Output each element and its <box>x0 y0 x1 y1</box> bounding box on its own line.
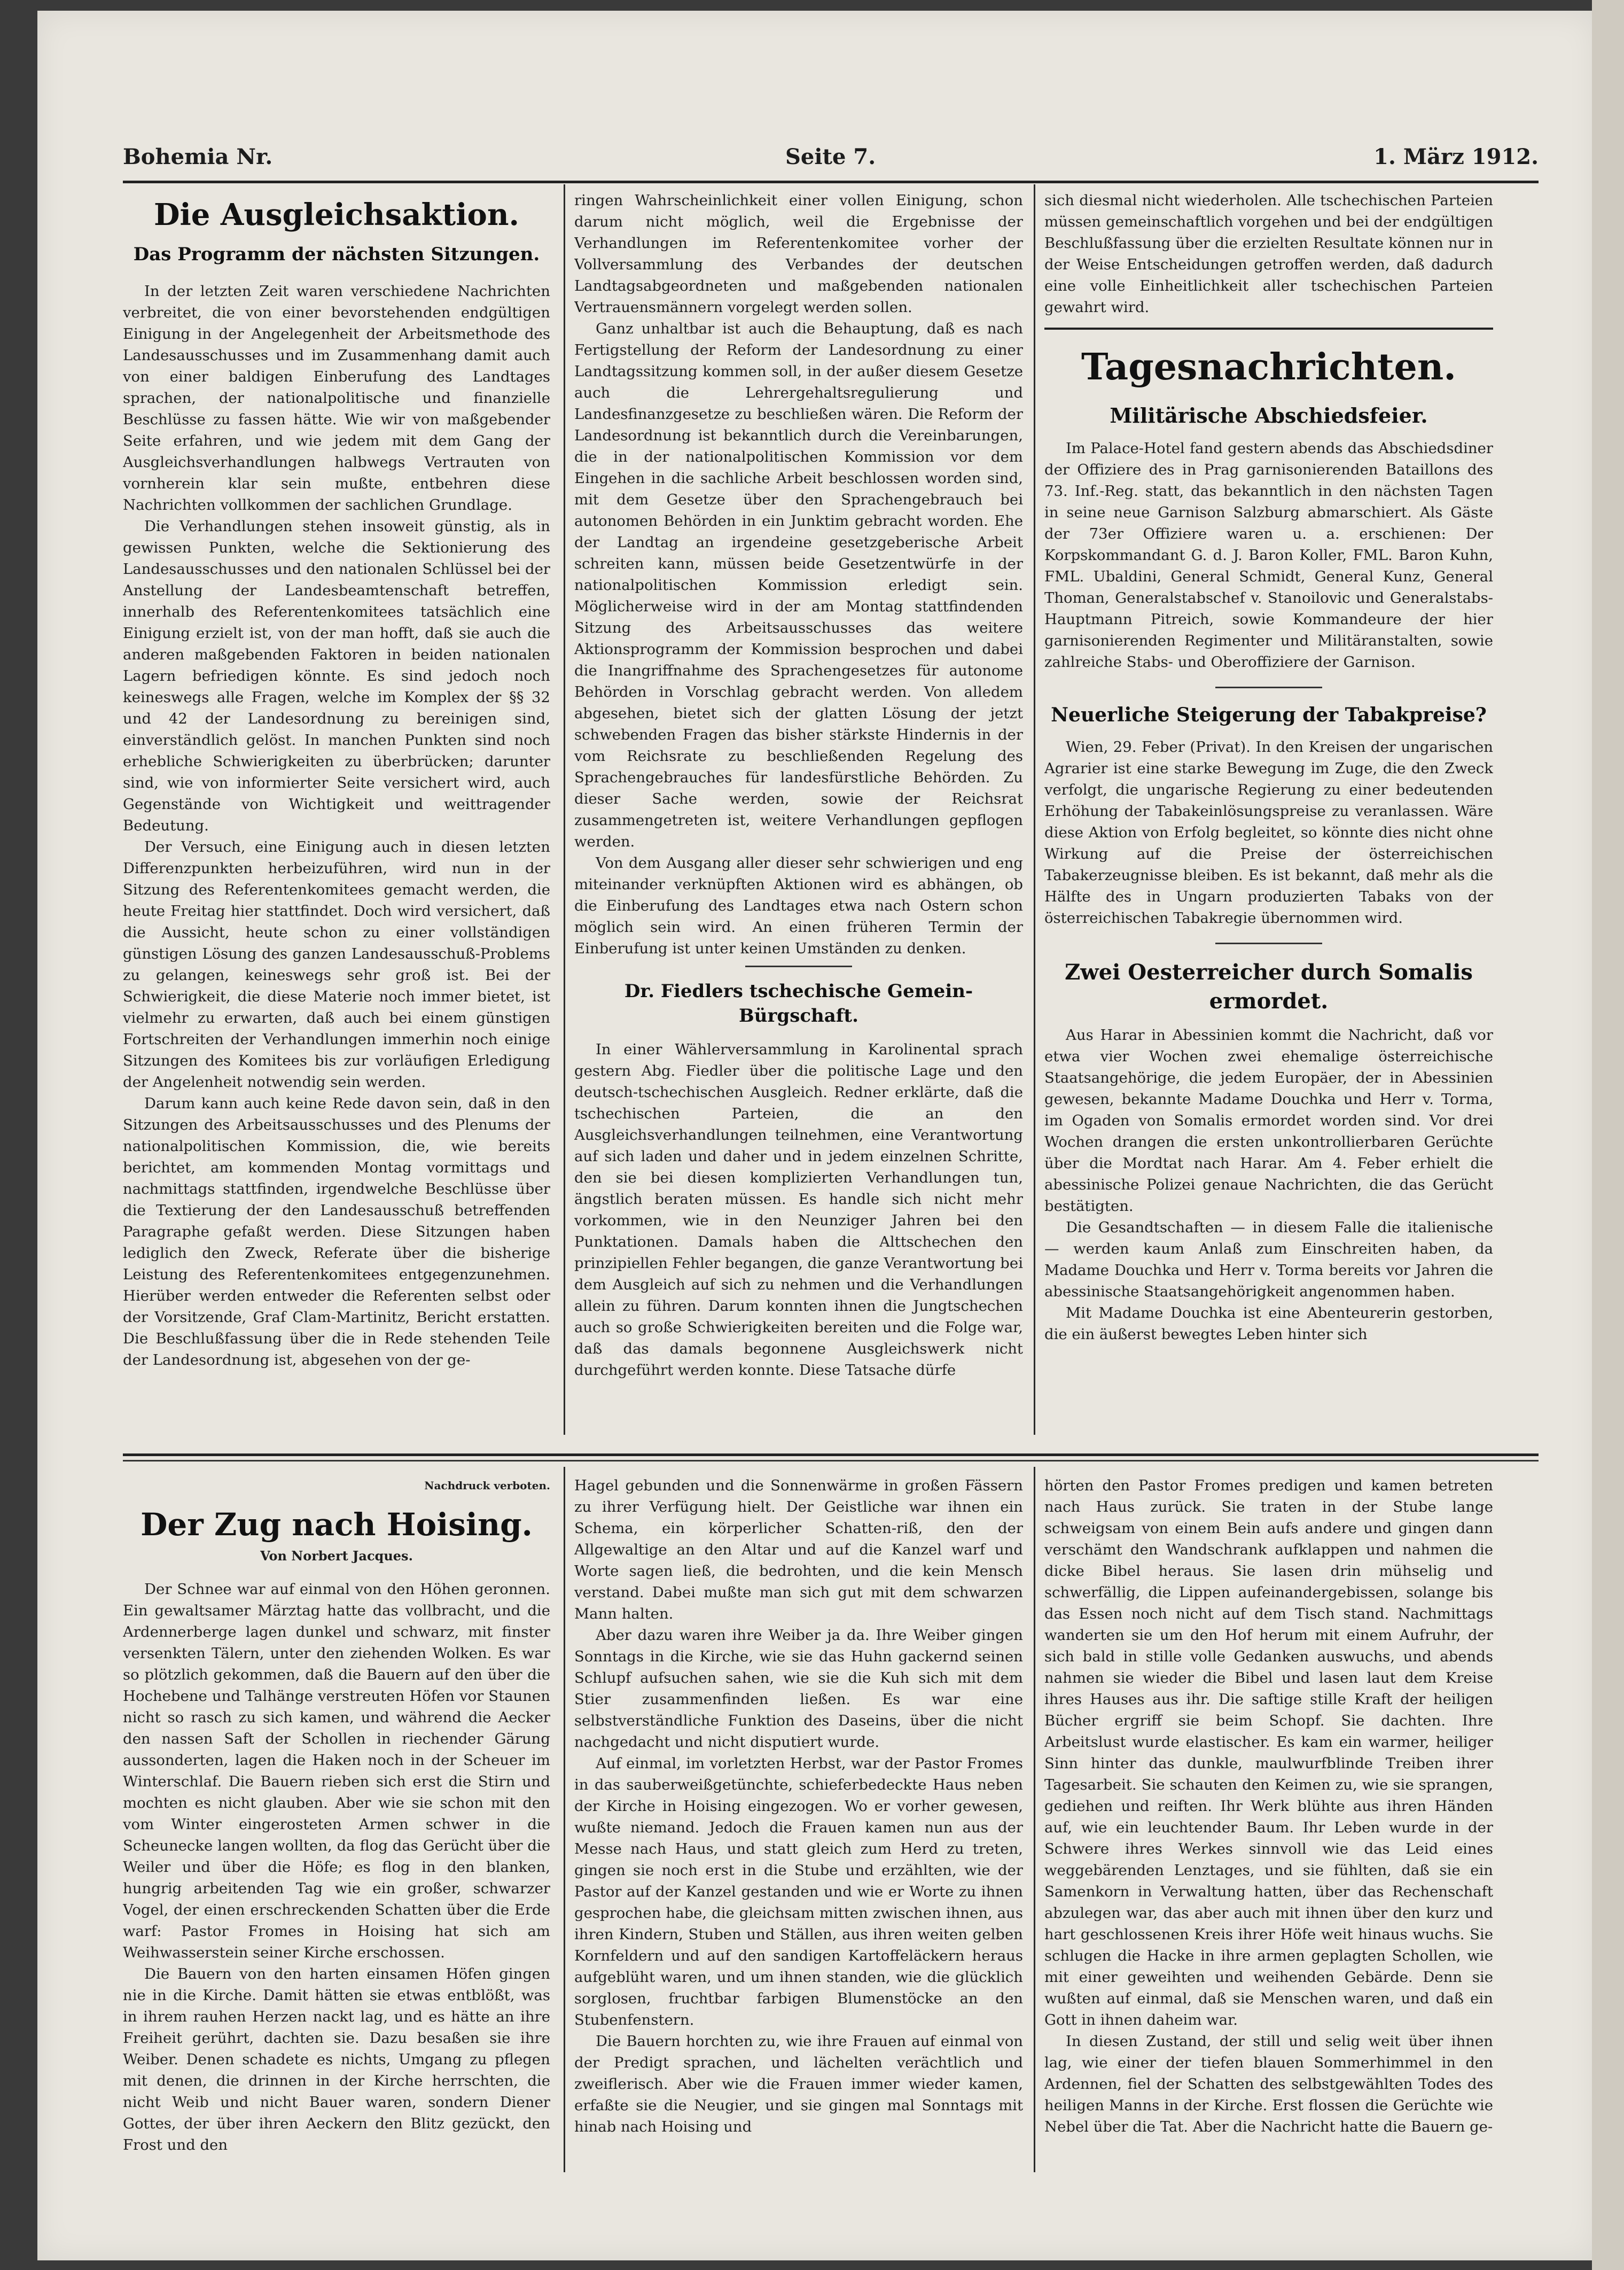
paragraph: Wien, 29. Feber (Privat). In den Kreisen der ungarischen Agrarier ist eine starke Bewegung im Zuge, die den Zweck verfolgt, die ungarische Regierung zu einer bedeutenden Erhöhung der Tabakeinlösungspreise zu veranlassen. Wäre diese Aktion von Erfolg begleitet, so könnte dies nicht ohne Wirkung auf die Preise der österreichischen Tabakerzeugnisse bleiben. Es ist bekannt, daß mehr als die Hälfte des in Ungarn produzierten Tabaks von der österreichischen Tabakregie übernommen wird. <box>1044 738 1493 927</box>
news-title-abschiedsfeier: Militärische Abschiedsfeier. <box>1110 403 1428 427</box>
header-date: 1. März 1912. <box>1373 144 1539 169</box>
newspaper-page <box>37 11 1597 2260</box>
paragraph: Auf einmal, im vorletzten Herbst, war der Pastor Fromes in das sauberweißgetünchte, schieferbedeckte Haus neben der Kirche in Hoising eingezogen. Wo er vorher gewesen, wußte niemand. Jedoch die Frauen kamen nun aus der Messe nach Haus, und statt gleich zum Herd zu treten, gingen sie noch erst in die Stube und erzählten, wie der Pastor auf der Kanzel gestanden und wie er Worte zu ihnen gesprochen habe, die gleichsam mitten zwischen ihnen, aus ihren Kindern, Stuben und Ställen, aus ihren weiten gelben Kornfeldern und auf den sandigen Kartoffeläckern heraus aufgeblüht waren, und um ihnen standen, wie die glücklich sorglosen, fruchtbar farbigen Blumenstöcke an den Stubenfenstern. <box>574 1755 1023 2028</box>
paragraph: Die Verhandlungen stehen insoweit günstig, als in gewissen Punkten, welche die Sektionierung des Landesausschusses und den nationalen Schlüssel bei der Anstellung der Landesbeamtenschaft betreffen, innerhalb des Referentenkomitees tatsächlich eine Einigung erzielt ist, von der man hofft, daß sie auch die anderen maßgebenden Faktoren in beiden nationalen Lagern befriedigen könnte. Es sind jedoch noch keineswegs alle Fragen, welche im Komplex der §§ 32 und 42 der Landesordnung zu bereinigen sind, einverständlich gelöst. In manchen Punkten sind noch erhebliche Schwierigkeiten zu überbrücken; darunter sind, wie von informierter Seite versichert wird, auch Gegenstände von Wichtigkeit und weittragender Bedeutung. <box>123 518 550 834</box>
section-divider <box>1215 943 1322 944</box>
feuilleton-author: Von Norbert Jacques. <box>260 1548 413 1564</box>
column-rule-1 <box>564 184 565 1435</box>
header-rule <box>123 181 1539 183</box>
paragraph: Im Palace-Hotel fand gestern abends das Abschiedsdiner der Offiziere des in Prag garnisonierenden Bataillons des 73. Inf.-Reg. statt, das bekanntlich in den nächsten Tagen in seine neue Garnison Salzburg abmarschiert. Als Gäste der 73er Offiziere waren u. a. erschienen: Der Korpskommandant G. d. J. Baron Koller, FML. Baron Kuhn, FML. Ubaldini, General Schmidt, General Kunz, General Thoman, Generalstabschef v. Stanoilovic und Generalstabs-Hauptmann Pitreich, sowie Kommandeure der hier garnisonierenden Regimenter und Militäranstalten, sowie zahlreiche Stabs- und Oberoffiziere der Garnison. <box>1044 440 1493 671</box>
page-edge <box>1592 0 1624 2270</box>
paragraph: hörten den Pastor Fromes predigen und kamen betreten nach Haus zurück. Sie traten in der Stube lange schweigsam von einem Bein aufs andere und gingen dann verschämt den Wandschrank aufklappen und nahmen die dicke Bibel heraus. Sie lasen drin mühselig und schwerfällig, die Lippen aufeinandergebissen, solange bis das Essen noch nicht auf dem Tisch stand. Nachmittags wanderten sie um den Hof herum mit einem Aufruhr, der sich bald in stille volle Gedanken auswuchs, und abends nahmen sie wieder die Bibel und lasen laut dem Kreise ihres Hauses aus ihr. Die saftige stille Kraft der heiligen Bücher ergriff sie beim Schopf. Sie dachten. Ihre Arbeitslust wurde elastischer. Es kam ein warmer, heiliger Sinn hinter das dunkle, maulwurfblinde Treiben ihrer Tagesarbeit. Sie schauten den Keimen zu, wie sie sprangen, gediehen und reiften. Ihr Werk blühte aus ihren Händen auf, wie ein leuchtender Baum. Ihr Leben wurde in der Schwere ihres Werkes sinnvoll wie das Leid eines weggebärenden Lenztages, und sie fühlten, daß sie ein Samenkorn in Verwaltung hatten, über das Rechenschaft abzulegen war, das aber auch mit ihnen über den kurz und hart geschlossenen Kreis ihrer Höfe weit hinaus wuchs. Sie schlugen die Hacke in ihre armen geplagten Schollen, wie mit einer geweihten und weihenden Gebärde. Denn sie wußten auf einmal, daß sie Menschen waren, und daß ein Gott in ihnen daheim war. <box>1044 1477 1493 2028</box>
header-page-number: Seite 7. <box>785 144 876 169</box>
column-rule-2 <box>1034 184 1035 1435</box>
section-divider <box>1215 687 1322 688</box>
header-issue: Bohemia Nr. <box>123 144 273 169</box>
paragraph: Aber dazu waren ihre Weiber ja da. Ihre Weiber gingen Sonntags in die Kirche, wie sie das Huhn gackernd seinen Schlupf aufsuchen sahen, wie sie die Kuh sich mit dem Stier zusammenfinden ließen. Es war eine selbstverständliche Funktion des Daseins, über die nicht nachgedacht und nicht disputiert wurde. <box>574 1627 1023 1751</box>
feuilleton-title: Der Zug nach Hoising. <box>140 1506 533 1543</box>
paragraph: ringen Wahrscheinlichkeit einer vollen Einigung, schon darum nicht möglich, weil die Ergebnisse der Verhandlungen im Referentenkomitee vorher der Vollversammlung des Verbandes der deutschen Landtagsabgeordneten und maßgebenden nationalen Vertrauensmännern vorgelegt werden sollen. <box>574 192 1023 316</box>
paragraph: Von dem Ausgang aller dieser sehr schwierigen und eng miteinander verknüpften Aktionen wird es abhängen, ob die Einberufung des Landtages etwa nach Ostern schon möglich sein wird. An einen früheren Termin der Einberufung ist unter keinen Umständen zu denken. <box>574 854 1023 957</box>
paragraph: sich diesmal nicht wiederholen. Alle tschechischen Parteien müssen gemeinschaftlich vorgehen und bei der endgültigen Beschlußfassung über die erzielten Resultate können nur in der Weise Entscheidungen getroffen werden, daß dadurch eine volle Einheitlichkeit aller tschechischen Parteien gewahrt wird. <box>1044 192 1493 316</box>
feuilleton-column-2 <box>574 1475 1023 2170</box>
article-title-fiedler: Dr. Fiedlers tschechische Gemein-Bürgschaft. <box>624 981 973 1027</box>
column-rule-lower-1 <box>564 1467 565 2172</box>
article-subtitle-programm: Das Programm der nächsten Sitzungen. <box>133 244 540 265</box>
paragraph: Mit Madame Douchka ist eine Abenteurerin gestorben, die ein äußerst bewegtes Leben hinter sich <box>1044 1304 1493 1343</box>
article-title-ausgleichsaktion: Die Ausgleichsaktion. <box>153 197 520 232</box>
reprint-note: Nachdruck verboten. <box>424 1479 550 1492</box>
paragraph: Die Bauern von den harten einsamen Höfen gingen nie in die Kirche. Damit hätten sie etwas entblößt, was in ihrem rauhen Herzen nackt lag, und es hätte an ihre Freiheit gerührt, dachten sie. Dazu besaßen sie ihre Weiber. Denen schadete es nichts, Umgang zu pflegen mit denen, die drinnen in der Kirche herrschten, die nicht Weib und nicht Bauer waren, sondern Diener Gottes, der über ihren Aeckern den Blitz gezückt, den Frost und den <box>123 1965 550 2154</box>
column-rule-lower-2 <box>1034 1467 1035 2172</box>
page-header <box>123 144 1539 176</box>
paragraph: Hagel gebunden und die Sonnenwärme in großen Fässern zu ihrer Verfügung hielt. Der Geistliche war ihnen ein Schema, ein körperlicher Schatten-riß, den der Allgewaltige an den Altar und auf die Kanzel warf und Worte sagen ließ, die bedrohten, und die kein Mensch verstand. Dabei mußte man sich gut mit dem schwarzen Mann halten. <box>574 1477 1023 1622</box>
paragraph: Ganz unhaltbar ist auch die Behauptung, daß es nach Fertigstellung der Reform der Landesordnung zu einer Landtagssitzung kommen soll, in der außer diesem Gesetze auch die Lehrergehaltsregulierung und Landesfinanzgesetze zu beschließen wären. Die Reform der Landesordnung ist bekanntlich durch die Vereinbarungen, die in der nationalpolitischen Kommission vor dem Eingehen in die sachliche Arbeit beschlossen worden sind, mit dem Gesetze über den Sprachengebrauch bei autonomen Behörden in ein Junktim gebracht worden. Ehe der Landtag an irgendeine gesetzgeberische Arbeit schreiten kann, müssen beide Gesetzentwürfe in der nationalpolitischen Kommission erledigt sein. Möglicherweise wird in der am Montag stattfindenden Sitzung des Arbeitsausschusses das weitere Aktionsprogramm der Kommission besprochen und dabei die Inangriffnahme des Sprachengesetzes für autonome Behörden in Vorschlag gebracht werden. Von alledem abgesehen, bietet sich der glatten Lösung der jetzt schwebenden Fragen das bisher stärkste Hindernis in der vom Reichsrate zu beschließenden Regelung des Sprachengebrauches für landesfürstliche Behörden. Zu dieser Sache werden, sowie der Reichsrat zusammengetreten ist, weitere Verhandlungen gepflogen werden. <box>574 320 1023 850</box>
paragraph: In diesen Zustand, der still und selig weit über ihnen lag, wie einer der tiefen blauen Sommerhimmel in den Ardennen, fiel der Schatten des selbstgewählten Todes des heiligen Manns in der Kirche. Erst flossen die Gerüchte wie Nebel über die Tat. Aber die Nachricht hatte die Bauern ge- <box>1044 2033 1493 2135</box>
paragraph: Die Gesandtschaften — in diesem Falle die italienische — werden kaum Anlaß zum Einschreiten haben, da Madame Douchka und Herr v. Torma bereits vor Jahren die abessinische Staatsangehörigkeit angenommen haben. <box>1044 1219 1493 1300</box>
feuilleton-column-1 <box>123 1475 550 2170</box>
feuilleton-rule-thin <box>123 1460 1539 1461</box>
section-rule <box>1044 328 1493 330</box>
paragraph: In der letzten Zeit waren verschiedene Nachrichten verbreitet, die von einer bevorstehenden endgültigen Einigung in der Angelegenheit der Arbeitsmethode des Landesausschusses und im Zusammenhang damit auch von einer baldigen Einberufung des Landtages sprachen, der nationalpolitische und finanzielle Beschlüsse zu fassen hätte. Wie wir von maßgebender Seite erfahren, und wie jedem mit dem Gang der Ausgleichsverhandlungen halbwegs Vertrauten von vornherein klar sein mußte, entbehren diese Nachrichten vollkommen der sachlichen Grundlage. <box>123 283 550 514</box>
section-title-tagesnachrichten: Tagesnachrichten. <box>1081 346 1456 388</box>
feuilleton-rule <box>123 1453 1539 1456</box>
paragraph: Aus Harar in Abessinien kommt die Nachricht, daß vor etwa vier Wochen zwei ehemalige österreichische Staatsangehörige, die jedem Europäer, der in Abessinien gewesen, bekannte Madame Douchka und Herr v. Torma, im Ogaden von Somalis ermordet worden sind. Vor drei Wochen drangen die ersten unkontrollierbaren Gerüchte über die Mordtat nach Harar. Am 4. Feber erhielt die abessinische Polizei genaue Nachrichten, die das Gerücht bestätigten. <box>1044 1027 1493 1215</box>
section-divider <box>745 966 852 967</box>
paragraph: Die Bauern horchten zu, wie ihre Frauen auf einmal von der Predigt sprachen, und lächelten verächtlich und zweiflerisch. Aber wie die Frauen immer wieder kamen, erfaßte sie die Neugier, und sie gingen mal Sonntags mit hinab nach Hoising und <box>574 2033 1023 2135</box>
column-1-ausgleich <box>123 195 550 1440</box>
news-title-somalis: Zwei Oesterreicher durch Somalis ermordet. <box>1065 960 1473 1014</box>
column-3-tagesnachrichten <box>1044 190 1493 1435</box>
column-2-ausgleich-fiedler <box>574 190 1023 1429</box>
paragraph: In einer Wählerversammlung in Karolinental sprach gestern Abg. Fiedler über die politische Lage und den deutsch-tschechischen Ausgleich. Redner erklärte, daß die tschechischen Parteien, die an den Ausgleichsverhandlungen teilnehmen, eine Verantwortung auf sich laden und daher und in jedem einzelnen Schritte, den sie bei diesen komplizierten Verhandlungen tun, ängstlich beraten müssen. Es handle sich nicht mehr vorkommen, wie in den Neunziger Jahren bei den Punktationen. Damals haben die Alttschechen den prinzipiellen Fehler begangen, die ganze Verantwortung bei dem Ausgleich auf sich zu nehmen und die Verhandlungen allein zu führen. Darum konnten ihnen die Jungtschechen auch so große Schwierigkeiten bereiten und die Folge war, daß das damals begonnene Ausgleichswerk nicht durchgeführt werden konnte. Diese Tatsache dürfe <box>574 1041 1023 1379</box>
feuilleton-column-3 <box>1044 1475 1493 2170</box>
paragraph: Darum kann auch keine Rede davon sein, daß in den Sitzungen des Arbeitsausschusses und des Plenums der nationalpolitischen Kommission, die, wie bereits berichtet, am kommenden Montag vormittags und nachmittags stattfinden, irgendwelche Beschlüsse über die Textierung der den Landesausschuß betreffenden Paragraphe gefaßt werden. Diese Sitzungen haben lediglich den Zweck, Referate über die bisherige Leistung des Referentenkomitees entgegenzunehmen. Hierüber werden entweder die Referenten selbst oder der Vorsitzende, Graf Clam-Martinitz, Bericht erstatten. Die Beschlußfassung über die in Rede stehenden Teile der Landesordnung ist, abgesehen von der ge- <box>123 1095 550 1369</box>
paragraph: Der Schnee war auf einmal von den Höhen geronnen. Ein gewaltsamer Märztag hatte das vollbracht, und die Ardennerberge lagen dunkel und schwarz, mit finster versenkten Tälern, unter den ziehenden Wolken. Es war so plötzlich gekommen, daß die Bauern auf den über die Hochebene und Talhänge verstreuten Höfen vor Staunen nicht so rasch zu sich kamen, und während die Aecker den nassen Saft der Schollen in riechender Gärung aussonderten, lagen die Haken noch in der Scheuer im Winterschlaf. Die Bauern rieben sich erst die Stirn und mochten es nicht glauben. Aber wie sie schon mit den vom Winter eingerosteten Armen schwer in die Scheunecke langen wollten, da flog das Gerücht über die Weiler und über die Höfe; es flog in den blanken, hungrig arbeitenden Tag wie ein großer, schwarzer Vogel, der einen erschreckenden Schatten über die Erde warf: Pastor Fromes in Hoising hat sich am Weihwasserstein seiner Kirche erschossen. <box>123 1581 550 1961</box>
paragraph: Der Versuch, eine Einigung auch in diesen letzten Differenzpunkten herbeizuführen, wird nun in der Sitzung des Referentenkomitees gemacht werden, die heute Freitag hier stattfindet. Doch wird versichert, daß die Aussicht, heute schon zu einer vollständigen günstigen Lösung des ganzen Landesausschuß-Problems zu gelangen, keineswegs sehr groß ist. Bei der Schwierigkeit, die diese Materie noch immer bietet, ist vielmehr zu erwarten, daß auch bei einem günstigen Fortschreiten der Verhandlungen immerhin noch einige Sitzungen des Komitees bis zur vorläufigen Erledigung der Angelenheit notwendig sein werden. <box>123 838 550 1091</box>
news-title-tabakpreise: Neuerliche Steigerung der Tabakpreise? <box>1051 704 1487 726</box>
